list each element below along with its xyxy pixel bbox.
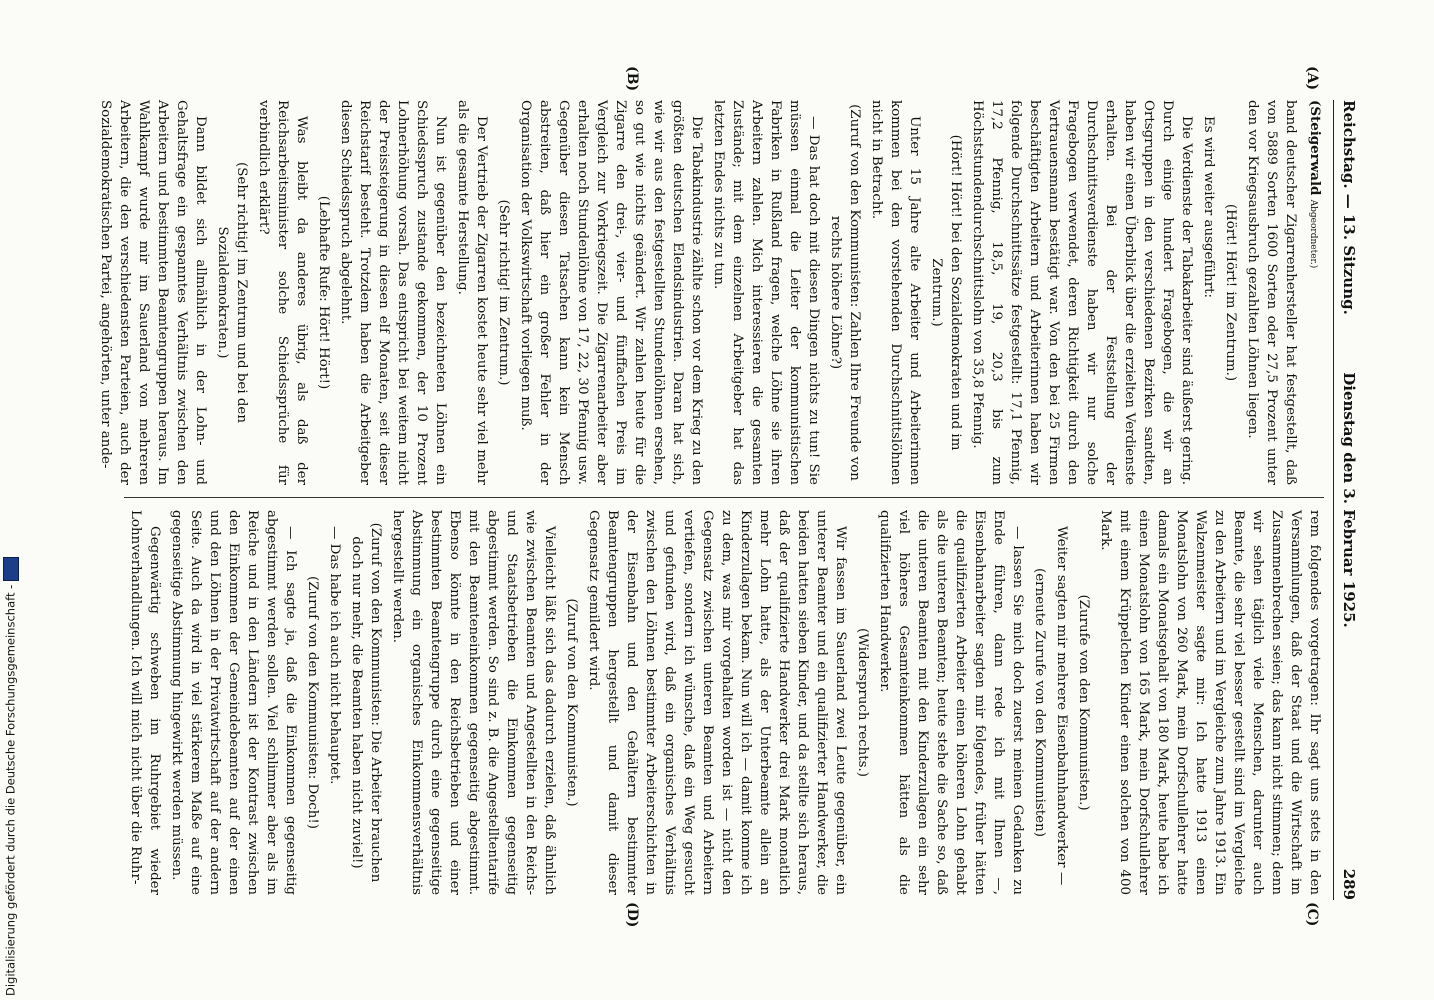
- paragraph: Der Vertrieb der Zigarren kostet heute sehr viel mehr als die gesamte Herstellung.: [455, 100, 489, 485]
- margin-marker-d: (D): [624, 902, 640, 928]
- margin-marker-c: (C): [1304, 902, 1320, 927]
- margin-marker-a: (A): [1304, 66, 1320, 91]
- paragraph: band deutscher Zigarrenhersteller hat festgestellt, daß von 5889 Sorten 1600 Sorten oder 27,5 Prozent unter den vor Kriegsausbruch gezahlten Löhnen liegen.: [1245, 100, 1298, 485]
- paragraph: rem folgendes vorgetragen: Ihr sagt uns stets in den Versammlungen, daß der Staat und die Wirtschaft im Zusammenbrechen seien; das kann nicht stimmen; denn wir sehen täglich viele Menschen, darunter auch Beamte, die sehr viel besser gestellt sind im Vergleiche zu den Arbeitern und im Vergleiche zum Jahre 1913. Ein Walzenmeister sagte mir: Ich hatte 1913 einen Monatslohn von 260 Mark, mein Dorfschullehrer hatte damals ein Monatsgehalt von 180 Mark, heute habe ich einen Monatslohn von 165 Mark, mein Dorfschullehrer mit einem Krüppelchen Kinder einen solchen von 400 Mark.: [1098, 510, 1322, 895]
- dfg-logo: [3, 557, 19, 581]
- digitization-credit: [3, 0, 25, 996]
- column-divider: [124, 497, 1324, 498]
- paragraph: Weiter sagten mir mehrere Eisenbahnhandwerker —: [1054, 526, 1069, 886]
- paragraph: Es wird weiter ausgeführt:: [1201, 116, 1216, 298]
- speaker-name: (Steigerwald: [1307, 100, 1323, 196]
- margin-marker-b: (B): [624, 66, 640, 92]
- paragraph: Vielleicht läßt sich das dadurch erzielen, daß ähnlich wie zwischen Beamten und Angestellten in den Reichs- und Staatsbetrieben die Einkommen gegenseitig abgestimmt werden. So sind z. B. die Angestelltentarife mit den Beamteneinkommen gegenseitig abgestimmt. Ebenso könnte in den Reichsbetrieben und einer bestimmten Beamtengruppe durch eine gegenseitige Abstimmung ein organisches Einkommensverhältnis hergestellt werden.: [390, 510, 557, 895]
- paragraph: — Das habe ich auch nicht behauptet.: [327, 526, 342, 785]
- interjection: (Zuruf von den Kommunisten: Die Arbeiter brauchen doch nur mehr, die Beamten haben nicht zuviel!): [349, 522, 383, 883]
- interjection: (Lebhafte Rufe: Hört! Hört!): [316, 195, 331, 390]
- interjection: (Zuruf von den Kommunisten: Doch!): [305, 575, 320, 829]
- credit-text: Digitalisierung gefördert durch die Deutsche Forschungsgemeinschaft -: [3, 584, 18, 996]
- paragraph: Was bleibt da anderes übrig, als daß der Reichsarbeitsminister solche Schiedssprüche für verbindlich erklärt?: [256, 100, 309, 485]
- paragraph: — Ich sagte ja, daß die Einkommen gegenseitig abgestimmt werden sollen. Viel schlimmer aber als im Reiche und in den Ländern ist der Kontrast zwischen den Einkommen der Gemeindebeamten auf der einen und den Löhnen in der Privatwirtschaft auf der andern Seite. Auch da wird in viel stärkerem Maße auf eine gegenseitige Abstimmung hingewirkt werden müssen.: [169, 510, 298, 895]
- left-column: [98, 100, 1324, 485]
- speaker-note: Abgeordneter.): [1308, 199, 1318, 269]
- paragraph: — lassen Sie mich doch zuerst meinen Gedanken zu Ende führen, dann rede ich mit Ihnen —, Eisenbahnarbeiter sagten mir folgendes, früher hätten die qualifizierten Arbeiter einen höheren Lohn gehabt als die unteren Beamten; heute stehe die Sache so, daß die unteren Beamten mit den Kinderzulagen ein sehr viel höheres Gesamteinkommen hätten als die qualifizierten Handwerker.: [877, 510, 1025, 895]
- quoted-paragraph: Die Verdienste der Tabakarbeiter sind äußerst gering. Durch einige hundert Fragebogen, die wir an Ortsgruppen in den verschiedenen Bezirken sandten, haben wir einen Überblick über die erzielten Verdienste erhalten. Bei der Feststellung der Durchschnittsverdienste haben wir nur solche Fragebogen verwendet, deren Richtigkeit durch den Vertrauensmann bestätigt war. Von den bei 25 Firmen beschäftigten Arbeitern und Arbeiterinnen haben wir folgende Durchschnittssätze festgestellt: 17,1 Pfennig, 17,2 Pfennig, 18,5, 19, 20,3 bis zum Höchststundendurchschnittslohn von 35,8 Pfennig.: [970, 100, 1194, 485]
- interjection: (Zuruf von den Kommunisten: Zahlen Ihre Freunde von rechts höhere Löhne?): [828, 104, 862, 481]
- interjection: (Sehr richtig! im Zentrum und bei den Sozialdemokraten.): [215, 162, 249, 423]
- interjection: (Zurufe von den Kommunisten.): [1076, 594, 1091, 811]
- right-column: [124, 510, 1324, 895]
- paragraph: Unter 15 Jahre alte Arbeiter und Arbeiterinnen kommen bei den vorstehenden Durchschnittslöhnen nicht in Betracht.: [869, 100, 922, 485]
- header-left: Reichstag. — 13. Sitzung.: [1340, 100, 1358, 315]
- speaker-line: [1303, 100, 1324, 485]
- paragraph: Nun ist gegenüber den bezeichneten Löhnen ein Schiedsspruch zustande gekommen, der 10 Prozent Lohnerhöhung vorsah. Das entspricht bei weitem nicht der Preissteigerung in diesen elf Monaten, seit dieser Reichstarif besteht. Trotzdem haben die Arbeitgeber diesen Schiedsspruch abgelehnt.: [338, 100, 448, 485]
- interjection: (Widerspruch rechts.): [855, 628, 870, 777]
- header-center: Dienstag den 3. Februar 1925.: [1340, 372, 1358, 628]
- page-content: [98, 66, 1360, 928]
- interjection: (Sehr richtig! im Zentrum.): [496, 199, 511, 386]
- interjection: (Zuruf von den Kommunisten.): [564, 598, 579, 807]
- paragraph: Die Tabakindustrie zählte schon vor dem Krieg zu den größten deutschen Elendsindustrien. Daran hat sich, wie wir aus den festgestellten Stundenlöhnen ersehen, so gut wie nichts geändert. Wir zahlen heute für die Zigarre den drei-, vier- und fünffachen Preis im Vergleich zur Vorkriegszeit. Die Zigarrenarbeiter aber erhalten noch Stundenlöhne von 17, 22, 30 Pfennig usw. Gegenüber diesen Tatsachen kann kein Mensch abstreiten, daß hier ein großer Fehler in der Organisation der Volkswirtschaft vorliegen muß.: [518, 100, 704, 485]
- page-number: 289: [1340, 868, 1358, 900]
- interjection: (Hört! Hört! im Zentrum.): [1223, 203, 1238, 382]
- interjection: (erneute Zurufe von den Kommunisten): [1032, 568, 1047, 837]
- interjection: (Hört! Hört! bei den Sozialdemokraten und im Zentrum.): [929, 134, 963, 451]
- running-header: [1333, 100, 1360, 900]
- paragraph: Wir fassen im Sauerland zwei Leute gegenüber, ein unterer Beamter und ein qualifizierter Handwerker, die beiden hatten sieben Kinder, und da stellte sich heraus, daß der qualifizierte Handwerker drei Mark monatlich mehr Lohn hatte, als der Unterbeamte allein an Kinderzulagen bekam. Nun will ich — damit komme ich zu dem, was mir vorgehalten worden ist — nicht den Gegensatz zwischen unteren Beamten und Arbeitern vertiefen, sondern ich wünsche, daß ein Weg gesucht und gefunden wird, daß ein organisches Verhältnis zwischen den Löhnen bestimmter Arbeiterschichten in der Eisenbahn und den Gehältern bestimmter Beamtengruppen hergestellt und damit dieser Gegensatz gemildert wird.: [586, 510, 848, 895]
- paragraph: Dann bildet sich allmählich in der Lohn- und Gehaltsfrage ein gespanntes Verhältnis zwischen den Arbeitern und bestimmten Beamtengruppen heraus. Im Wahlkampf wurde mir im Sauerland von mehreren Arbeitern, die den verschiedensten Parteien, auch der Sozialdemokratischen Partei, angehörten, unter ande-: [98, 100, 208, 485]
- paragraph: — Das hat doch mit diesen Dingen nichts zu tun! Sie müssen einmal die Leiter der kommunistischen Fabriken in Rußland fragen, welche Löhne sie ihren Arbeitern zahlen. Mich interessieren die gesamten Zustände; mit dem einzelnen Arbeitgeber hat das letzten Endes nichts zu tun.: [711, 100, 821, 485]
- paragraph: Gegenwärtig schweben im Ruhrgebiet wieder Lohnverhandlungen. Ich will mich nicht über die Ruhr-: [128, 510, 162, 895]
